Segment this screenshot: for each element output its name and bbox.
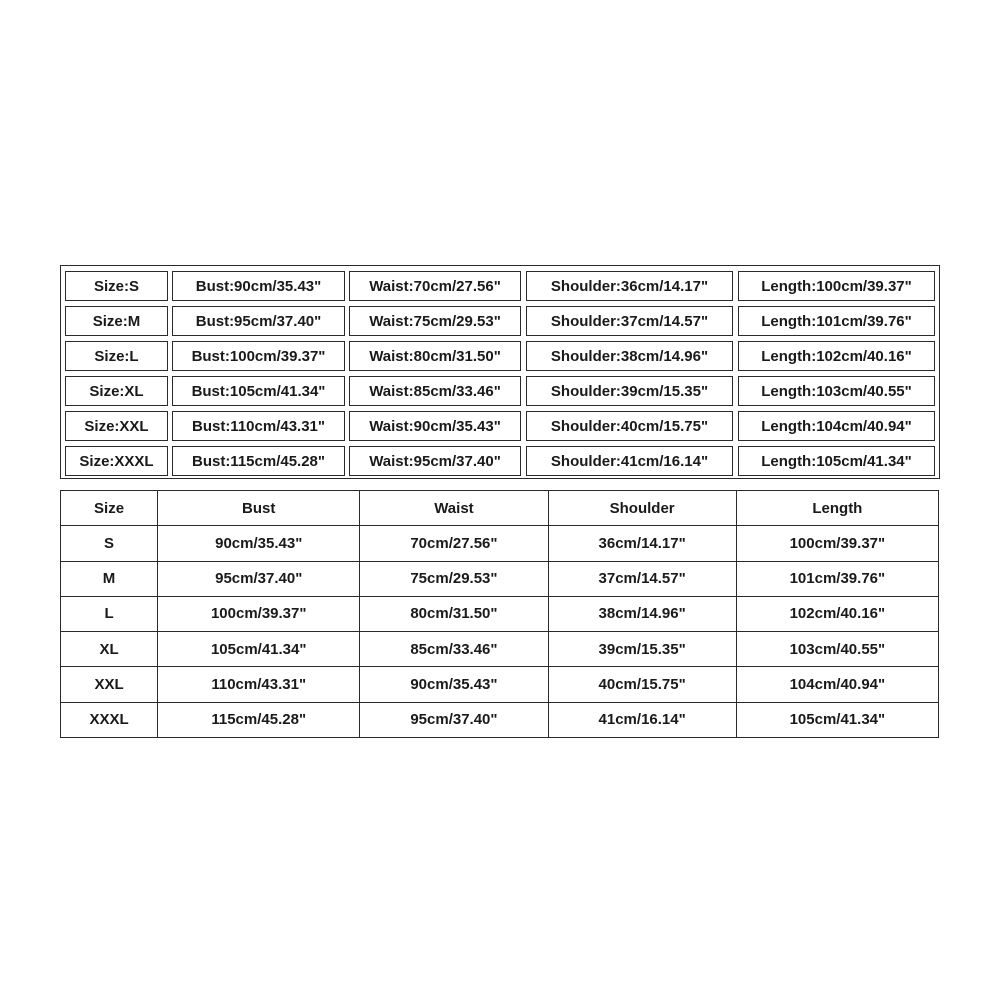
size-cell: Size:L — [65, 341, 168, 371]
length-cell: 103cm/40.55" — [736, 632, 938, 667]
shoulder-cell: 37cm/14.57" — [548, 561, 736, 596]
length-cell: 100cm/39.37" — [736, 526, 938, 561]
waist-cell: Waist:75cm/29.53" — [349, 306, 521, 336]
length-cell: Length:101cm/39.76" — [738, 306, 935, 336]
length-cell: Length:104cm/40.94" — [738, 411, 935, 441]
shoulder-cell: 40cm/15.75" — [548, 667, 736, 702]
waist-cell: Waist:80cm/31.50" — [349, 341, 521, 371]
size-cell: L — [61, 596, 158, 631]
shoulder-cell: 41cm/16.14" — [548, 702, 736, 737]
header-bust: Bust — [158, 491, 360, 526]
length-cell: 105cm/41.34" — [736, 702, 938, 737]
table-row — [61, 376, 939, 406]
waist-cell: 85cm/33.46" — [360, 632, 548, 667]
table-row — [61, 526, 939, 561]
size-cell: XL — [61, 632, 158, 667]
bust-cell: Bust:105cm/41.34" — [172, 376, 345, 406]
table-header-row — [61, 491, 939, 526]
shoulder-cell: Shoulder:39cm/15.35" — [526, 376, 733, 406]
shoulder-cell: Shoulder:41cm/16.14" — [526, 446, 733, 476]
table-row — [61, 667, 939, 702]
table-row — [61, 306, 939, 336]
shoulder-cell: 36cm/14.17" — [548, 526, 736, 561]
bust-cell: Bust:95cm/37.40" — [172, 306, 345, 336]
waist-cell: 75cm/29.53" — [360, 561, 548, 596]
size-cell: Size:XL — [65, 376, 168, 406]
waist-cell: 95cm/37.40" — [360, 702, 548, 737]
header-shoulder: Shoulder — [548, 491, 736, 526]
table-row — [61, 271, 939, 301]
size-cell: S — [61, 526, 158, 561]
shoulder-cell: 38cm/14.96" — [548, 596, 736, 631]
bust-cell: Bust:115cm/45.28" — [172, 446, 345, 476]
bust-cell: Bust:110cm/43.31" — [172, 411, 345, 441]
table-row — [61, 561, 939, 596]
waist-cell: 70cm/27.56" — [360, 526, 548, 561]
size-cell: XXXL — [61, 702, 158, 737]
length-cell: Length:102cm/40.16" — [738, 341, 935, 371]
length-cell: Length:105cm/41.34" — [738, 446, 935, 476]
table-row — [61, 702, 939, 737]
length-cell: 101cm/39.76" — [736, 561, 938, 596]
waist-cell: Waist:85cm/33.46" — [349, 376, 521, 406]
table-row — [61, 596, 939, 631]
table-row — [61, 632, 939, 667]
bust-cell: Bust:90cm/35.43" — [172, 271, 345, 301]
table-row — [61, 341, 939, 371]
length-cell: Length:103cm/40.55" — [738, 376, 935, 406]
size-chart-labeled-table — [60, 265, 940, 479]
shoulder-cell: Shoulder:40cm/15.75" — [526, 411, 733, 441]
waist-cell: Waist:70cm/27.56" — [349, 271, 521, 301]
header-size: Size — [61, 491, 158, 526]
header-length: Length — [736, 491, 938, 526]
length-cell: 102cm/40.16" — [736, 596, 938, 631]
waist-cell: Waist:95cm/37.40" — [349, 446, 521, 476]
bust-cell: 95cm/37.40" — [158, 561, 360, 596]
size-cell: M — [61, 561, 158, 596]
table-row — [61, 411, 939, 441]
size-cell: Size:S — [65, 271, 168, 301]
size-cell: Size:XXL — [65, 411, 168, 441]
bust-cell: 100cm/39.37" — [158, 596, 360, 631]
bust-cell: 105cm/41.34" — [158, 632, 360, 667]
waist-cell: 80cm/31.50" — [360, 596, 548, 631]
size-chart-grid-table — [60, 490, 939, 738]
bust-cell: 115cm/45.28" — [158, 702, 360, 737]
shoulder-cell: 39cm/15.35" — [548, 632, 736, 667]
waist-cell: Waist:90cm/35.43" — [349, 411, 521, 441]
shoulder-cell: Shoulder:37cm/14.57" — [526, 306, 733, 336]
shoulder-cell: Shoulder:36cm/14.17" — [526, 271, 733, 301]
waist-cell: 90cm/35.43" — [360, 667, 548, 702]
size-cell: XXL — [61, 667, 158, 702]
table-row — [61, 446, 939, 476]
shoulder-cell: Shoulder:38cm/14.96" — [526, 341, 733, 371]
length-cell: 104cm/40.94" — [736, 667, 938, 702]
header-waist: Waist — [360, 491, 548, 526]
size-cell: Size:M — [65, 306, 168, 336]
bust-cell: Bust:100cm/39.37" — [172, 341, 345, 371]
length-cell: Length:100cm/39.37" — [738, 271, 935, 301]
bust-cell: 90cm/35.43" — [158, 526, 360, 561]
bust-cell: 110cm/43.31" — [158, 667, 360, 702]
size-cell: Size:XXXL — [65, 446, 168, 476]
